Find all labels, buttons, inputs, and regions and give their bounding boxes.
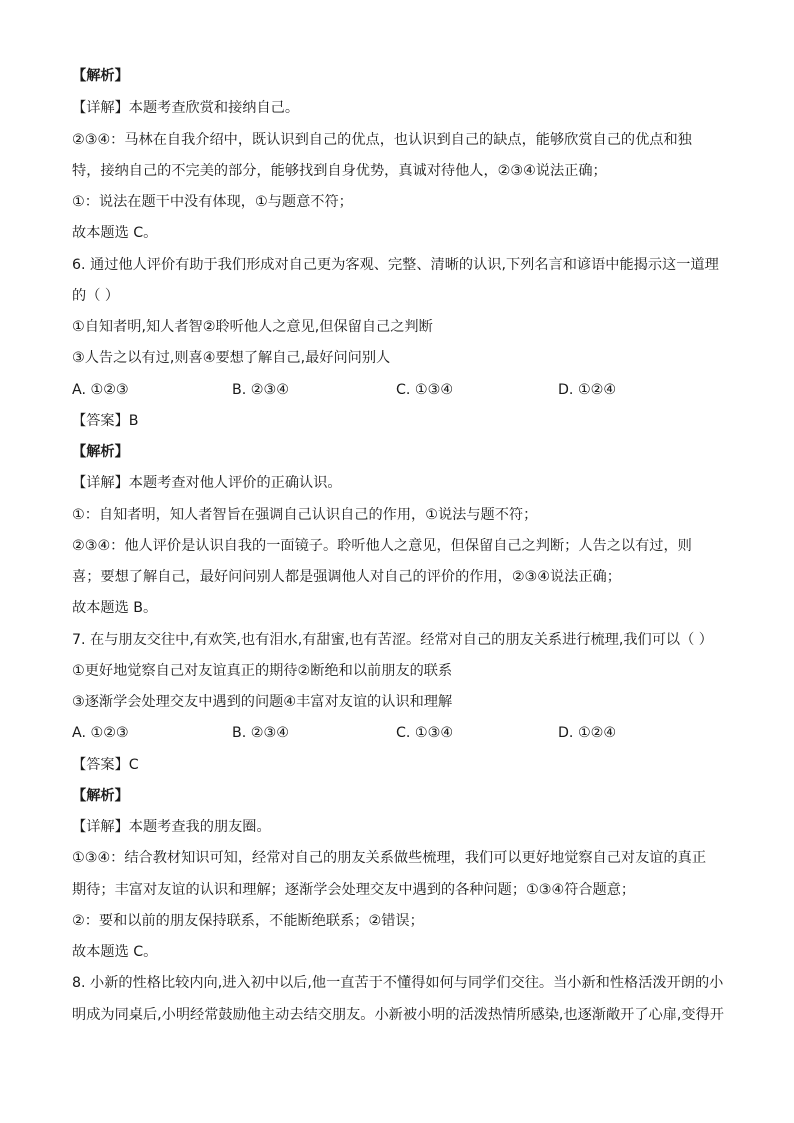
answer-line: 【答案】B — [72, 413, 139, 429]
question-6-option-a: A. ①②③ — [72, 382, 129, 398]
question-6-stem: 6. 通过他人评价有助于我们形成对自己更为客观、完整、清晰的认识,下列名言和谚语中能揭示这一道理 — [72, 257, 719, 273]
detail-line: ②：要和以前的朋友保持联系，不能断绝联系；②错误； — [72, 913, 424, 929]
question-6-option-d: D. ①②④ — [558, 382, 617, 398]
analysis-heading: 【解析】 — [72, 444, 129, 460]
detail-line: 【详解】本题考查对他人评价的正确认识。 — [72, 475, 342, 491]
question-7-option-c: C. ①③④ — [396, 725, 454, 741]
detail-line: ①：说法在题干中没有体现，①与题意不符； — [72, 194, 353, 210]
question-7-option-a: A. ①②③ — [72, 725, 129, 741]
question-6-statement: ③人告之以有过,则喜④要想了解自己,最好问问别人 — [72, 350, 391, 366]
detail-line: ①③④：结合教材知识可知，经常对自己的朋友关系做些梳理，我们可以更好地觉察自己对友谊的真正 — [72, 850, 707, 866]
conclusion-line: 故本题选 C。 — [72, 225, 158, 241]
detail-line: 期待；丰富对友谊的认识和理解；逐渐学会处理交友中遇到的各种问题；①③④符合题意； — [72, 882, 636, 898]
question-7-statement: ①更好地觉察自己对友谊真正的期待②断绝和以前朋友的联系 — [72, 663, 453, 679]
conclusion-line: 故本题选 C。 — [72, 944, 158, 960]
conclusion-line: 故本题选 B。 — [72, 600, 158, 616]
question-8-stem: 8. 小新的性格比较内向,进入初中以后,他一直苦于不懂得如何与同学们交往。当小新和性格活泼开朗的小 — [72, 975, 724, 991]
detail-line: ②③④：马林在自我介绍中，既认识到自己的优点，也认识到自己的缺点，能够欣赏自己的优点和独 — [72, 132, 692, 148]
question-6-stem: 的（ ） — [72, 288, 120, 304]
detail-line: 特，接纳自己的不完美的部分，能够找到自身优势，真诚对待他人，②③④说法正确； — [72, 163, 607, 179]
question-7-statement: ③逐渐学会处理交友中遇到的问题④丰富对友谊的认识和理解 — [72, 694, 453, 710]
analysis-heading: 【解析】 — [72, 68, 129, 84]
analysis-heading: 【解析】 — [72, 788, 129, 804]
answer-line: 【答案】C — [72, 757, 139, 773]
question-7-option-d: D. ①②④ — [558, 725, 617, 741]
question-6-option-c: C. ①③④ — [396, 382, 454, 398]
question-8-stem: 明成为同桌后,小明经常鼓励他主动去结交朋友。小新被小明的活泼热情所感染,也逐渐敞开了心扉,变得开 — [72, 1007, 724, 1023]
detail-line: ①：自知者明，知人者智旨在强调自己认识自己的作用，①说法与题不符； — [72, 507, 538, 523]
question-6-option-b: B. ②③④ — [232, 382, 289, 398]
question-7-stem: 7. 在与朋友交往中,有欢笑,也有泪水,有甜蜜,也有苦涩。经常对自己的朋友关系进行梳理,我们可以（ ） — [72, 632, 713, 648]
detail-line: 【详解】本题考查我的朋友圈。 — [72, 819, 271, 835]
question-6-statement: ①自知者明,知人者智②聆听他人之意见,但保留自己之判断 — [72, 319, 433, 335]
detail-line: ②③④：他人评价是认识自我的一面镜子。聆听他人之意见，但保留自己之判断；人告之以有过，则 — [72, 538, 692, 554]
detail-line: 【详解】本题考查欣赏和接纳自己。 — [72, 100, 300, 116]
detail-line: 喜；要想了解自己，最好问问别人都是强调他人对自己的评价的作用，②③④说法正确； — [72, 569, 621, 585]
question-7-option-b: B. ②③④ — [232, 725, 289, 741]
